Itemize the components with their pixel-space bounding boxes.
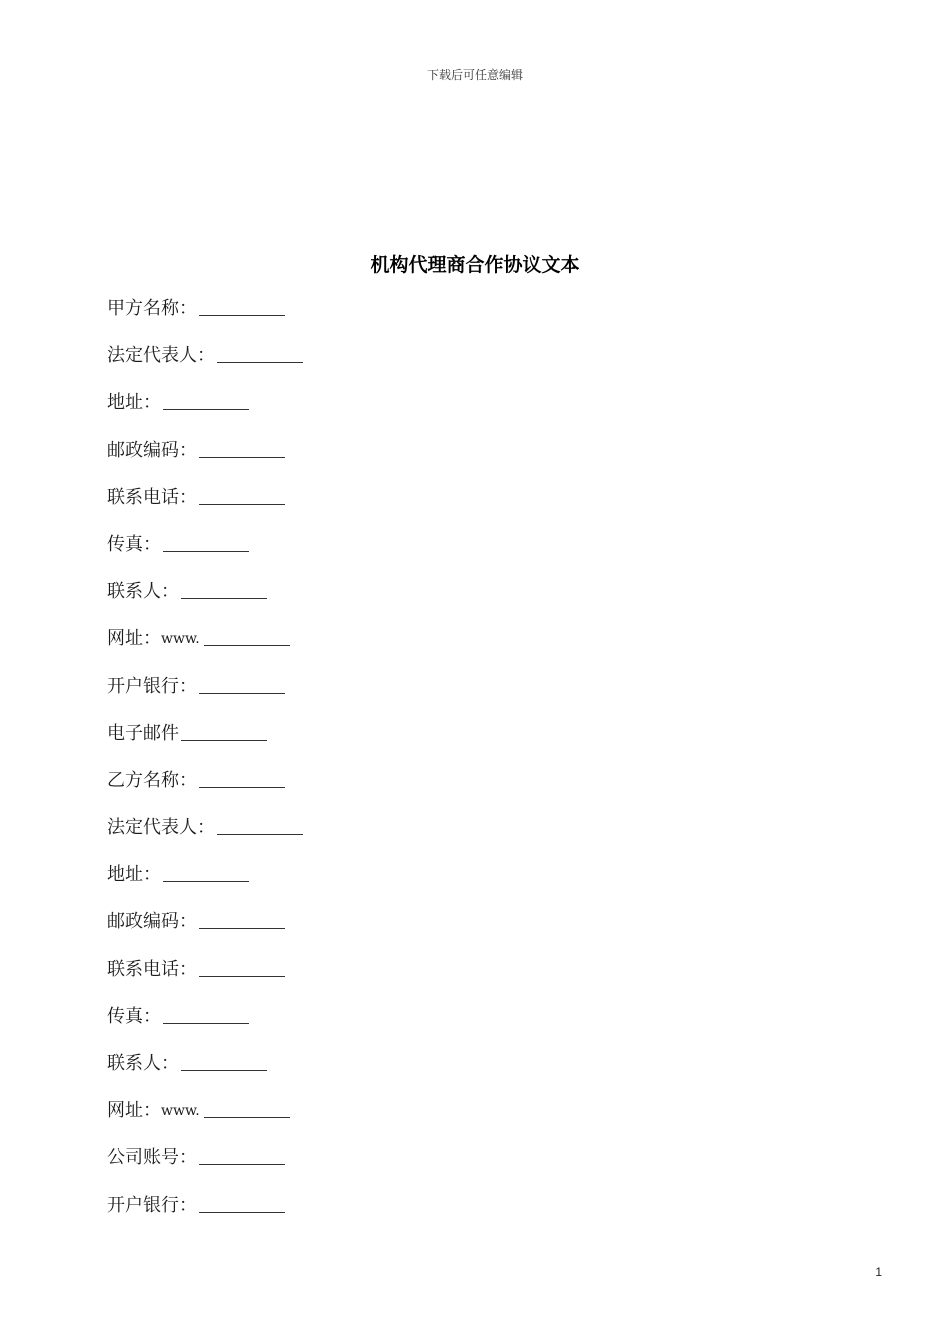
- party-a-address-blank[interactable]: [163, 390, 249, 410]
- party-b-website-blank[interactable]: [204, 1098, 290, 1118]
- party-b-legal-rep-blank[interactable]: [217, 815, 303, 835]
- field-label: 电子邮件: [107, 722, 179, 744]
- field-label: 邮政编码：: [107, 439, 197, 461]
- party-b-account-field: [107, 1145, 867, 1192]
- document-title: 机构代理商合作协议文本: [370, 254, 580, 276]
- party-a-website-field: [107, 626, 867, 673]
- party-b-bank-blank[interactable]: [199, 1193, 285, 1213]
- field-label: 联系电话：: [107, 958, 197, 980]
- party-b-website-field: [107, 1098, 867, 1145]
- party-b-address-field: [107, 862, 867, 909]
- field-label: 法定代表人：: [107, 817, 215, 839]
- party-a-postcode-field: [107, 438, 867, 485]
- party-b-name-field: [107, 768, 867, 815]
- field-label: 邮政编码：: [107, 911, 197, 933]
- party-b-address-blank[interactable]: [163, 862, 249, 882]
- party-b-postcode-field: [107, 909, 867, 956]
- party-a-phone-field: [107, 485, 867, 532]
- form-fields: [107, 296, 867, 1240]
- party-a-name-field: [107, 296, 867, 343]
- field-label: 联系电话：: [107, 486, 197, 508]
- party-a-address-field: [107, 390, 867, 437]
- field-label: 传真：: [107, 533, 161, 555]
- field-label: 联系人：: [107, 1053, 179, 1074]
- website-prefix: www.: [161, 1103, 200, 1120]
- field-label: 开户银行：: [107, 1194, 197, 1216]
- party-a-fax-field: [107, 532, 867, 579]
- field-label: 联系人：: [107, 581, 179, 603]
- party-b-phone-blank[interactable]: [199, 957, 285, 977]
- website-prefix: www.: [161, 631, 200, 648]
- party-a-phone-blank[interactable]: [199, 485, 285, 505]
- field-label: 法定代表人：: [107, 345, 215, 367]
- party-b-fax-field: [107, 1004, 867, 1051]
- party-a-bank-field: [107, 674, 867, 721]
- party-a-contact-field: [107, 579, 867, 626]
- party-b-postcode-blank[interactable]: [199, 909, 285, 929]
- page-number: 1: [875, 1265, 882, 1279]
- party-a-postcode-blank[interactable]: [199, 438, 285, 458]
- field-label: 乙方名称：: [107, 769, 197, 791]
- field-label: 地址：: [107, 392, 161, 414]
- party-a-fax-blank[interactable]: [163, 532, 249, 552]
- party-b-fax-blank[interactable]: [163, 1004, 249, 1024]
- party-a-email-field: [107, 721, 867, 768]
- party-b-account-blank[interactable]: [199, 1145, 285, 1165]
- field-label: 网址：: [107, 1100, 161, 1122]
- party-b-bank-field: [107, 1193, 867, 1240]
- field-label: 网址：: [107, 628, 161, 650]
- party-b-contact-blank[interactable]: [181, 1051, 267, 1071]
- field-label: 开户银行：: [107, 675, 197, 697]
- party-a-contact-blank[interactable]: [181, 579, 267, 599]
- field-label: 甲方名称：: [107, 298, 197, 319]
- field-label: 公司账号：: [107, 1147, 197, 1169]
- party-a-name-blank[interactable]: [199, 296, 285, 316]
- field-label: 地址：: [107, 864, 161, 886]
- party-a-bank-blank[interactable]: [199, 674, 285, 694]
- party-a-website-blank[interactable]: [204, 626, 290, 646]
- field-label: 传真：: [107, 1005, 161, 1027]
- party-a-legal-rep-field: [107, 343, 867, 390]
- party-b-contact-field: [107, 1051, 867, 1098]
- party-b-legal-rep-field: [107, 815, 867, 862]
- header-note: 下载后可任意编辑: [426, 68, 523, 82]
- party-b-name-blank[interactable]: [199, 768, 285, 788]
- party-b-phone-field: [107, 957, 867, 1004]
- party-a-legal-rep-blank[interactable]: [217, 343, 303, 363]
- party-a-email-blank[interactable]: [181, 721, 267, 741]
